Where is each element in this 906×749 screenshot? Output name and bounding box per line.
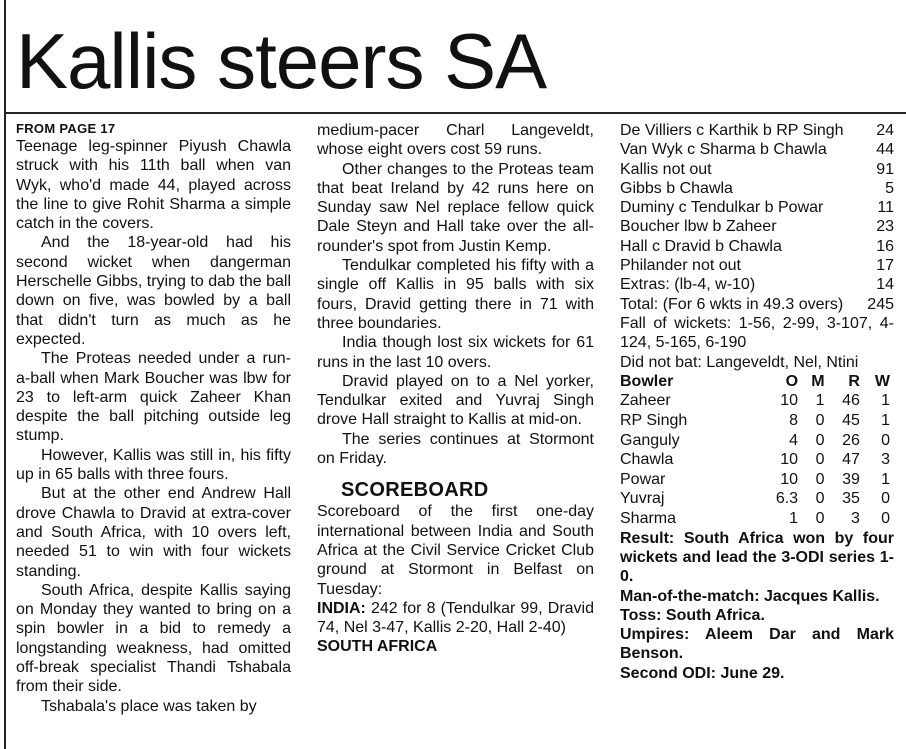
kicker: FROM PAGE 17 (16, 121, 116, 136)
bowler-name: Yuvraj (620, 490, 665, 508)
batsman-runs: 5 (885, 179, 894, 197)
batsman-runs: 91 (876, 160, 894, 178)
umpires: Umpires: Aleem Dar and Mark Benson. (620, 626, 894, 663)
batting-row (620, 179, 894, 198)
paragraph: Dravid played on to a Nel yorker, Tendulkar exited and Yuvraj Singh drove Hall straight to Kallis at mid-on. (317, 372, 594, 429)
batsman-runs: 44 (876, 141, 894, 159)
bowling-figure: 1 (789, 510, 799, 528)
bowler-name: Chawla (620, 451, 674, 469)
second-odi: Second ODI: June 29. (620, 664, 785, 682)
paragraph: South Africa, despite Kallis saying on Monday they wanted to bring on a spin bowler in a bid to remedy a longstanding weakness, had omitted off-break specialist Thandi Tshabala from their side. (16, 581, 291, 696)
batting-row (620, 256, 894, 275)
bowler-name: Sharma (620, 510, 677, 528)
bowling-header-row (620, 372, 890, 392)
article-column-1 (16, 121, 291, 716)
article-column-2 (317, 121, 594, 657)
bowling-figure: 1 (815, 392, 825, 410)
batsman-entry: De Villiers c Karthik b RP Singh (620, 122, 844, 139)
batsman-runs: 24 (876, 122, 894, 139)
batsman-entry: Gibbs b Chawla (620, 179, 733, 197)
scorecard-column (620, 121, 894, 683)
paragraph: medium-pacer Charl Langeveldt, whose eight overs cost 59 runs. (317, 122, 594, 159)
batsman-entry: Kallis not out (620, 160, 712, 178)
batting-row (620, 121, 894, 140)
fall-of-wickets: Fall of wickets: 1-56, 2-99, 3-107, 4-124, 5-165, 6-190 (620, 314, 894, 352)
headline-rule (6, 112, 906, 114)
bowling-header: M (811, 372, 825, 390)
batting-row (620, 295, 894, 314)
bowler-name: Powar (620, 470, 666, 488)
bowling-row (620, 489, 890, 509)
result: Result: South Africa won by four wickets and lead the 3-ODI series 1-0. (620, 529, 894, 586)
batsman-entry: Boucher lbw b Zaheer (620, 218, 777, 236)
paragraph: However, Kallis was still in, his fifty up in 65 balls with three fours. (16, 446, 291, 484)
batsman-runs: 11 (877, 199, 894, 217)
paragraph: The series continues at Stormont on Friday. (317, 430, 594, 468)
paragraph: But at the other end Andrew Hall drove Chawla to Dravid at extra-cover and South Africa, with 10 overs left, needed 51 to win with four wickets standing. (16, 485, 291, 580)
paragraph: Teenage leg-spinner Piyush Chawla struck with his 11th ball when van Wyk, who'd made 44, played across the line to give Rohit Sharma a simple catch in the covers. (16, 138, 291, 233)
india-label: INDIA: (317, 599, 366, 617)
bowling-header: Bowler (620, 372, 674, 390)
batsman-runs: 245 (867, 295, 894, 313)
bowling-figure: 46 (842, 392, 860, 410)
batting-row (620, 275, 894, 294)
bowling-row (620, 470, 890, 490)
india-score-text: 242 for 8 (Tendulkar 99, Dravid 74, Nel 3-47, Kallis 2-20, Hall 2-40) (317, 599, 594, 637)
batsman-entry: Van Wyk c Sharma b Chawla (620, 141, 827, 159)
bowling-figure: 0 (815, 470, 825, 488)
bowling-rows (620, 391, 890, 528)
bowling-figure: 8 (789, 412, 799, 430)
bowling-figure: 10 (780, 470, 799, 488)
bowling-figure: 1 (881, 412, 890, 430)
bowling-figure: 3 (881, 451, 890, 469)
man-of-the-match: Man-of-the-match: Jacques Kallis. (620, 587, 880, 605)
bowling-figure: 0 (881, 431, 890, 449)
batting-row (620, 140, 894, 159)
headline: Kallis steers SA (16, 17, 547, 105)
bowling-figure: 45 (842, 412, 860, 430)
bowling-table (620, 372, 890, 529)
batsman-entry: Duminy c Tendulkar b Powar (620, 199, 824, 217)
paragraph: The Proteas needed under a run-a-ball when Mark Boucher was lbw for 23 to left-arm quick Zaheer Khan despite the ball pitching outside leg stump. (16, 350, 291, 445)
bowling-figure: 0 (881, 490, 890, 508)
bowling-figure: 10 (780, 451, 799, 469)
batsman-runs: 14 (876, 276, 894, 294)
bowler-name: Ganguly (620, 431, 680, 449)
batsman-runs: 23 (876, 218, 894, 236)
bowling-figure: 0 (815, 412, 825, 430)
paragraph: And the 18-year-old had his second wicket when dangerman Herschelle Gibbs, trying to dab the ball down on five, was bowled by a ball that didn't turn as much as he expected. (16, 234, 291, 348)
batting-row (620, 237, 894, 256)
did-not-bat: Did not bat: Langeveldt, Nel, Ntini (620, 353, 859, 371)
scoreboard-heading: SCOREBOARD (341, 479, 489, 502)
bowling-figure: 35 (842, 490, 860, 508)
bowling-figure: 0 (815, 510, 825, 528)
bowler-name: Zaheer (620, 392, 671, 410)
bowling-row (620, 450, 890, 470)
scoreboard-intro: Scoreboard of the first one-day international between India and South Africa at the Civil Service Cricket Club ground at Stormont in Belfast on Tuesday: (317, 503, 594, 598)
toss: Toss: South Africa. (620, 606, 765, 624)
bowling-header: R (848, 372, 860, 390)
bowling-figure: 10 (780, 392, 799, 410)
batting-card (620, 121, 894, 314)
bowling-figure: 3 (851, 510, 860, 528)
south-africa-label: SOUTH AFRICA (317, 638, 438, 656)
batting-row (620, 217, 894, 236)
paragraph: Tshabala's place was taken by (41, 697, 257, 715)
bowling-row (620, 509, 890, 529)
bowling-figure: 0 (815, 451, 825, 469)
bowling-figure: 1 (881, 470, 890, 488)
paragraph: Other changes to the Proteas team that beat Ireland by 42 runs here on Sunday saw Nel replace fellow quick Dale Steyn and Hall take over the all-rounder's spot from Justin Kemp. (317, 160, 594, 255)
bowling-figure: 1 (881, 392, 890, 410)
bowling-figure: 0 (815, 490, 825, 508)
batsman-runs: 16 (876, 237, 894, 255)
bowling-figure: 26 (842, 431, 860, 449)
bowling-row (620, 411, 890, 431)
bowling-row (620, 431, 890, 451)
batsman-entry: Extras: (lb-4, w-10) (620, 276, 756, 294)
bowling-figure: 47 (842, 451, 860, 469)
batsman-entry: Hall c Dravid b Chawla (620, 237, 782, 255)
india-score (317, 599, 594, 638)
paragraph: India though lost six wickets for 61 runs in the last 10 overs. (317, 334, 594, 371)
bowling-figure: 6.3 (775, 490, 799, 508)
bowling-header: O (785, 372, 799, 390)
bowling-figure: 0 (881, 510, 890, 528)
bowling-header: W (874, 372, 890, 390)
bowling-figure: 39 (842, 470, 860, 488)
bowler-name: RP Singh (620, 412, 688, 430)
bowling-figure: 0 (815, 431, 825, 449)
batting-row (620, 160, 894, 179)
paragraph: Tendulkar completed his fifty with a single off Kallis in 95 balls with six fours, Dravid getting there in 71 with three boundaries. (317, 257, 594, 332)
batting-row (620, 198, 894, 217)
batsman-entry: Total: (For 6 wkts in 49.3 overs) (620, 295, 844, 313)
batsman-runs: 17 (876, 257, 894, 275)
batsman-entry: Philander not out (620, 257, 741, 275)
bowling-row (620, 391, 890, 411)
bowling-figure: 4 (789, 431, 799, 449)
